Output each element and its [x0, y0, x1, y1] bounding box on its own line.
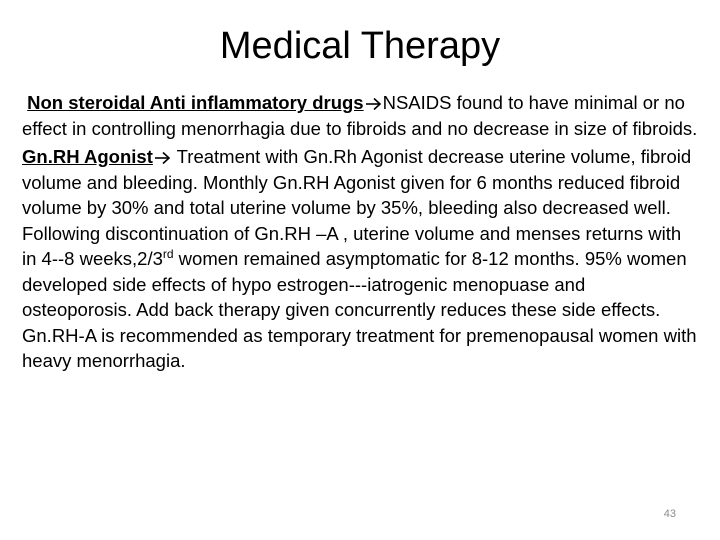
- paragraph-nsaids: [22, 90, 698, 141]
- paragraph-nsaids-text: NSAIDS found to have minimal or no effect in controlling menorrhagia due to fibroids and no decrease in size of fibroids.: [22, 92, 698, 139]
- term-gnrh-agonist: Gn.RH Agonist: [22, 146, 153, 167]
- paragraph-gnrh-text-1: Treatment with Gn.Rh Agonist decrease uterine volume, fibroid volume and bleeding. Monthly Gn.RH Agonist given for 6 months reduced fibroid volume by 30% and total uterine volume by 35%, bleeding also decreased well. Following discontinuation of Gn.RH –A , uterine volume and menses returns with in 4--8 weeks,2/3: [22, 146, 692, 269]
- slide-title: Medical Therapy: [219, 25, 501, 67]
- slide-body: [22, 90, 698, 377]
- page-number: 43: [663, 508, 676, 520]
- term-nsaids: Non steroidal Anti inflammatory drugs: [27, 92, 364, 113]
- paragraph-gnrh-text-2: women remained asymptomatic for 8-12 months. 95% women developed side effects of hypo estrogen---iatrogenic menopuase and osteoporosis. Add back therapy given concurrently reduces these side effects. Gn.RH-A is recommended as temporary treatment for premenopausal women with heavy menorrhagia.: [22, 248, 697, 371]
- paragraph-gnrh: [22, 144, 698, 374]
- right-arrow-icon: [154, 151, 171, 165]
- ordinal-superscript: rd: [162, 247, 174, 261]
- right-arrow-icon: [365, 97, 382, 111]
